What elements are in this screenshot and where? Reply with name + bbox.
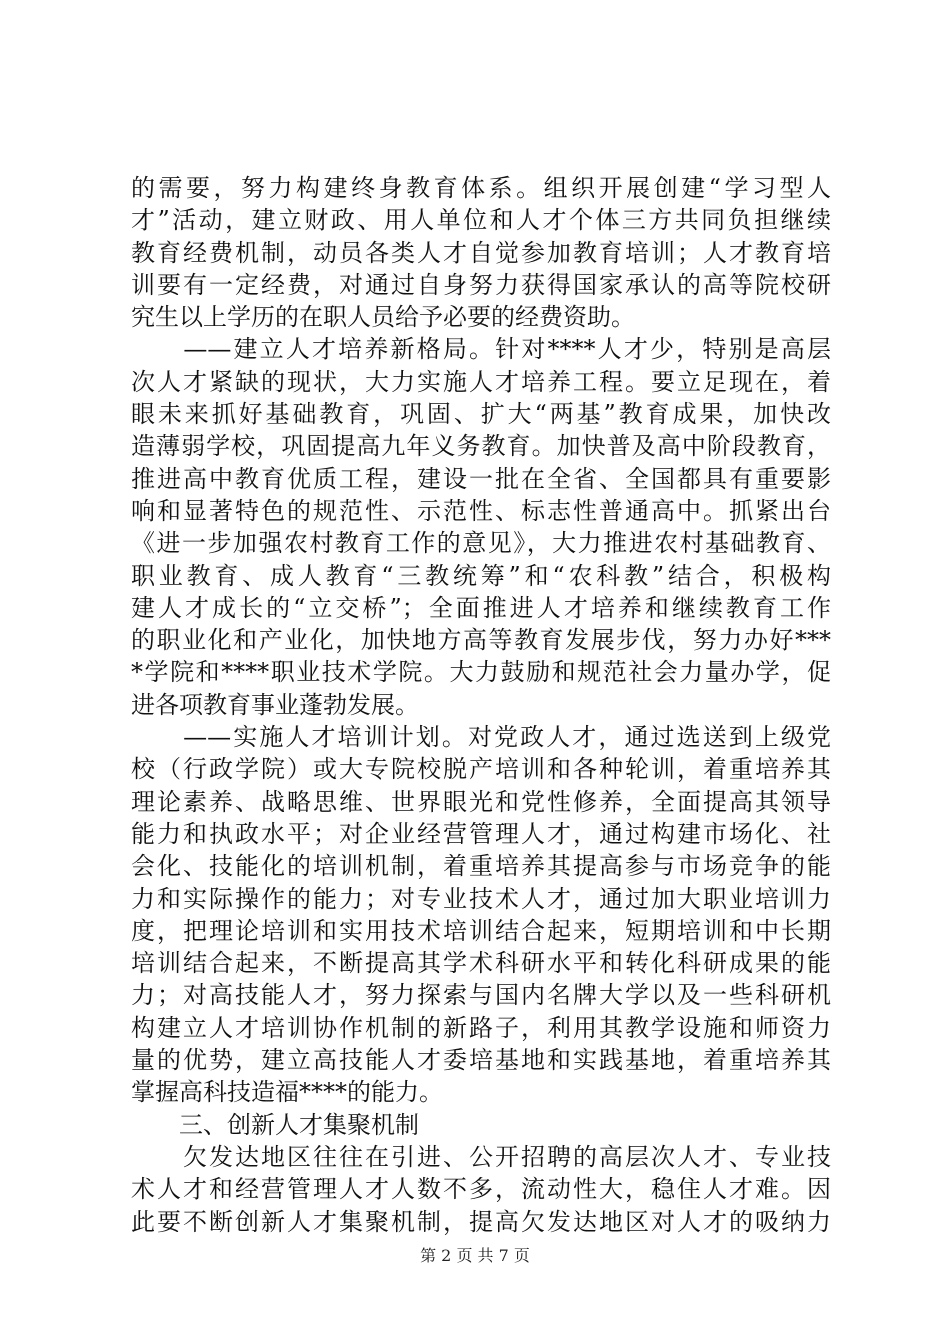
- text-line: 造薄弱学校，巩固提高九年义务教育。加快普及高中阶段教育，: [131, 432, 831, 461]
- text-line: 《进一步加强农村教育工作的意见》，大力推进农村基础教育、: [131, 529, 831, 558]
- text-line: 构建立人才培训协作机制的新路子，利用其教学设施和师资力: [131, 1013, 831, 1042]
- text-line: 术人才和经营管理人才人数不多，流动性大，稳住人才难。因: [131, 1175, 831, 1204]
- text-line: 力；对高技能人才，努力探索与国内名牌大学以及一些科研机: [131, 981, 831, 1010]
- section-heading: 三、创新人才集聚机制: [131, 1110, 419, 1139]
- text-line: 训要有一定经费，对通过自身努力获得国家承认的高等院校研: [131, 270, 831, 299]
- text-line: 量的优势，建立高技能人才委培基地和实践基地，着重培养其: [131, 1046, 831, 1075]
- text-line: 培训结合起来，不断提高其学术科研水平和转化科研成果的能: [131, 949, 831, 978]
- text-line: ——实施人才培训计划。对党政人才，通过选送到上级党: [131, 723, 831, 752]
- text-line: 此要不断创新人才集聚机制，提高欠发达地区对人才的吸纳力: [131, 1207, 831, 1236]
- text-line: 进各项教育事业蓬勃发展。: [131, 690, 419, 719]
- body-text: [131, 172, 831, 1238]
- text-line: 职业教育、成人教育“三教统筹”和“农科教”结合，积极构: [131, 561, 831, 590]
- text-line: 度，把理论培训和实用技术培训结合起来，短期培训和中长期: [131, 916, 831, 945]
- text-line: ——建立人才培养新格局。针对****人才少，特别是高层: [131, 335, 831, 364]
- text-line: 响和显著特色的规范性、示范性、标志性普通高中。抓紧出台: [131, 496, 831, 525]
- text-line: 的职业化和产业化，加快地方高等教育发展步伐，努力办好***: [131, 626, 831, 655]
- text-line: 次人才紧缺的现状，大力实施人才培养工程。要立足现在，着: [131, 367, 831, 396]
- text-line: 力和实际操作的能力；对专业技术人才，通过加大职业培训力: [131, 884, 831, 913]
- page-number-label: 第 2 页 共 7 页: [420, 1246, 530, 1265]
- text-line: 理论素养、战略思维、世界眼光和党性修养，全面提高其领导: [131, 787, 831, 816]
- text-line: 建人才成长的“立交桥”；全面推进人才培养和继续教育工作: [131, 593, 831, 622]
- text-line: 校（行政学院）或大专院校脱产培训和各种轮训，着重培养其: [131, 755, 831, 784]
- page-footer: [0, 1243, 950, 1266]
- text-line: *学院和****职业技术学院。大力鼓励和规范社会力量办学，促: [131, 658, 831, 687]
- text-line: 究生以上学历的在职人员给予必要的经费资助。: [131, 303, 635, 332]
- text-line: 掌握高科技造福****的能力。: [131, 1078, 443, 1107]
- text-line: 推进高中教育优质工程，建设一批在全省、全国都具有重要影: [131, 464, 831, 493]
- text-line: 能力和执政水平；对企业经营管理人才，通过构建市场化、社: [131, 819, 831, 848]
- text-line: 教育经费机制，动员各类人才自觉参加教育培训；人才教育培: [131, 238, 831, 267]
- text-line: 才”活动，建立财政、用人单位和人才个体三方共同负担继续: [131, 206, 831, 235]
- text-line: 欠发达地区往往在引进、公开招聘的高层次人才、专业技: [131, 1142, 831, 1171]
- text-line: 眼未来抓好基础教育，巩固、扩大“两基”教育成果，加快改: [131, 400, 831, 429]
- text-line: 会化、技能化的培训机制，着重培养其提高参与市场竞争的能: [131, 852, 831, 881]
- text-line: 的需要，努力构建终身教育体系。组织开展创建“学习型人: [131, 174, 831, 202]
